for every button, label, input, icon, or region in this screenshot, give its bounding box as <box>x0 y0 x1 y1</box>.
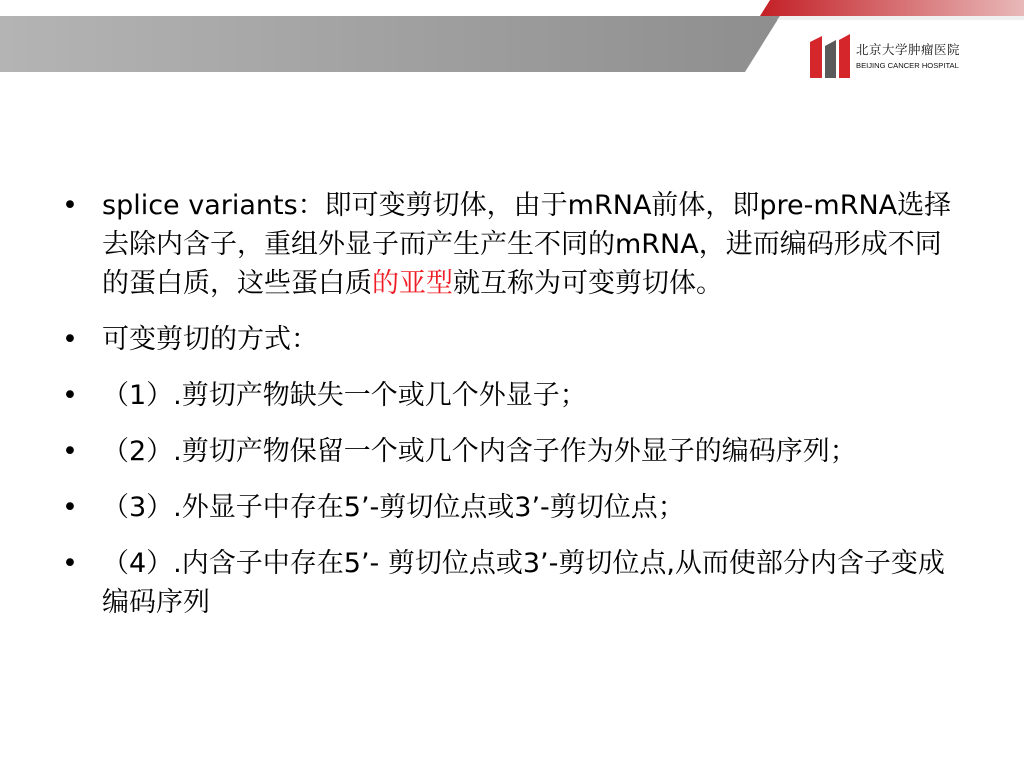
hospital-name-english: BEIJING CANCER HOSPITAL <box>856 61 959 70</box>
bullet-icon: • <box>62 380 78 411</box>
bullet-icon: • <box>62 190 78 221</box>
bullet-text: splice variants：即可变剪切体，由于mRNA前体，即pre-mRNA选择去除内含子，重组外显子而产生产生不同的mRNA，进而编码形成不同的蛋白质，这些蛋白质 <box>102 190 952 299</box>
bullet-icon: • <box>62 324 78 355</box>
bullet-text-continued: 就互称为可变剪切体。 <box>453 268 723 299</box>
bullet-item-methods-heading <box>62 320 962 359</box>
hospital-name-chinese: 北京大学肿瘤医院 <box>856 42 961 57</box>
bullet-item-method-3 <box>62 488 962 527</box>
bullet-list <box>62 186 962 639</box>
bullet-icon: • <box>62 548 78 579</box>
bullet-item-method-2 <box>62 432 962 471</box>
hospital-logo <box>806 32 976 82</box>
hospital-logo-mark-icon <box>806 32 852 78</box>
header-gray-band <box>0 16 780 72</box>
bullet-text: （2）.剪切产物保留一个或几个内含子作为外显子的编码序列； <box>102 436 857 467</box>
bullet-text: 可变剪切的方式： <box>102 324 318 355</box>
bullet-icon: • <box>62 492 78 523</box>
bullet-item-splice-variants <box>62 186 962 303</box>
bullet-item-method-4 <box>62 544 962 622</box>
bullet-item-method-1 <box>62 376 962 415</box>
bullet-text: （3）.外显子中存在5’-剪切位点或3’-剪切位点； <box>102 492 685 523</box>
header-light-wedge <box>777 16 1024 20</box>
highlighted-text: 的亚型 <box>372 268 453 299</box>
bullet-icon: • <box>62 436 78 467</box>
bullet-text: （4）.内含子中存在5’- 剪切位点或3’-剪切位点,从而使部分内含子变成编码序列 <box>102 548 945 618</box>
bullet-text: （1）.剪切产物缺失一个或几个外显子； <box>102 380 587 411</box>
header-red-stripe <box>760 0 1024 16</box>
